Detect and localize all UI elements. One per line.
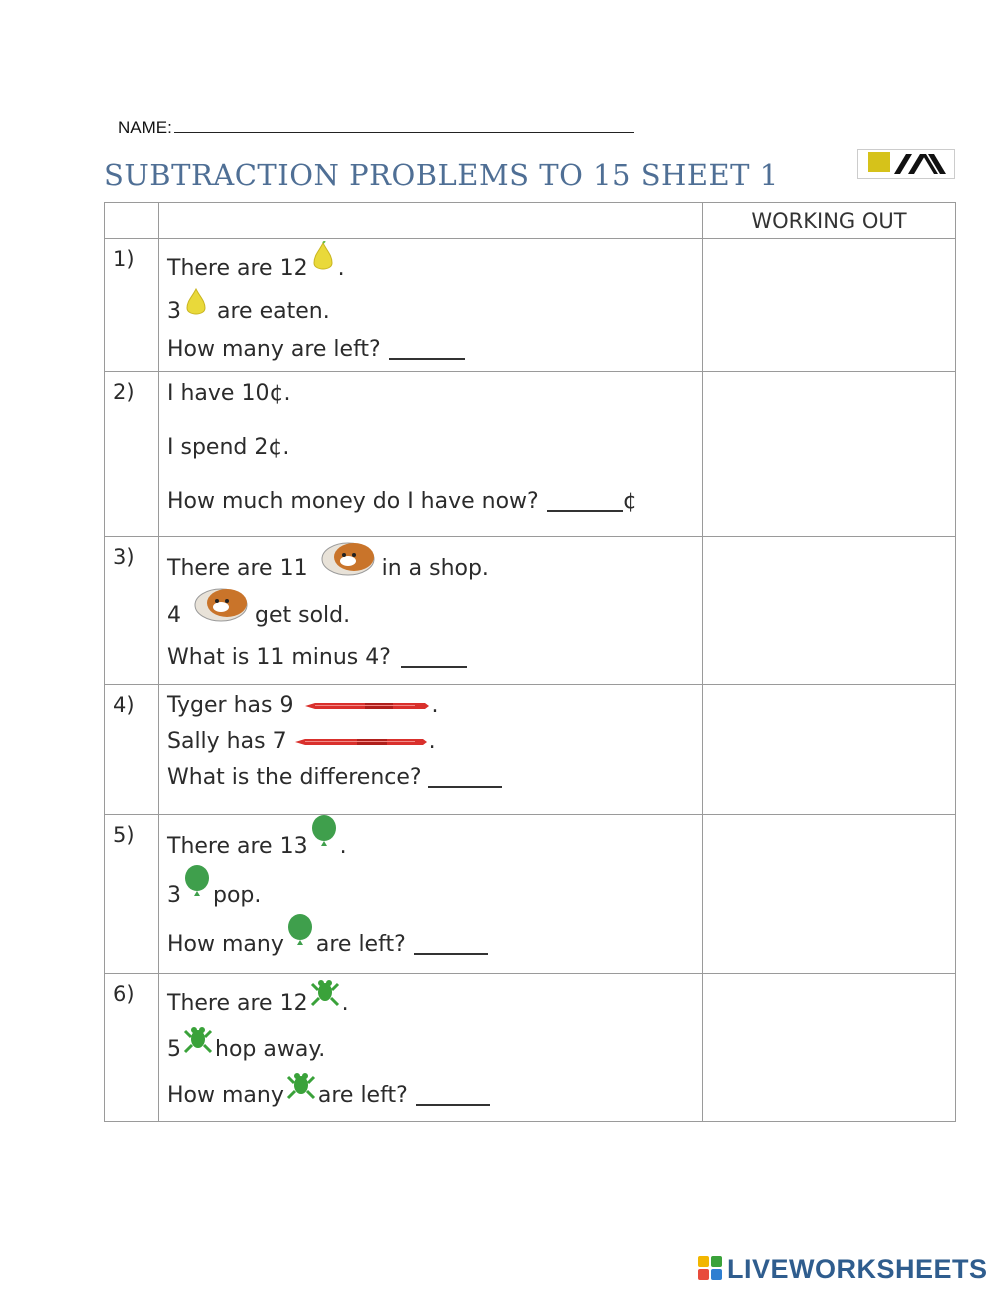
- problem-line: How many are left?: [167, 1072, 702, 1118]
- problem-line: How many are left?: [167, 919, 702, 969]
- problem-line: 3 are eaten.: [167, 291, 702, 331]
- working-out-cell[interactable]: [703, 537, 956, 685]
- name-label: NAME:: [118, 118, 172, 137]
- header-problem-cell: [159, 203, 703, 239]
- publisher-logo: [857, 149, 955, 179]
- balloon-icon: [286, 913, 314, 959]
- table-header-row: [105, 203, 956, 239]
- frog-icon: [183, 1025, 213, 1061]
- problem-line: How much money do I have now? ¢: [167, 488, 637, 514]
- problem-line: 4 get sold.: [167, 591, 702, 639]
- problem-line: How many are left?: [167, 331, 702, 367]
- frog-icon: [286, 1071, 316, 1107]
- problem-row: [105, 372, 956, 537]
- problem-line: 5 hop away.: [167, 1026, 702, 1072]
- liveworksheets-footer[interactable]: [697, 1254, 988, 1285]
- problem-line: I have 10¢.: [167, 380, 291, 406]
- problem-line: What is 11 minus 4?: [167, 639, 702, 675]
- working-out-cell[interactable]: [703, 372, 956, 537]
- pen-icon: [295, 729, 427, 754]
- working-out-cell[interactable]: [703, 685, 956, 815]
- answer-blank[interactable]: [414, 951, 488, 955]
- liveworksheets-brand: LIVEWORKSHEETS: [727, 1254, 988, 1284]
- problem-row: [105, 974, 956, 1122]
- pen-icon: [305, 693, 429, 718]
- problem-text-cell: [159, 372, 703, 537]
- problem-number: 3): [105, 537, 159, 685]
- problem-text-cell: [159, 815, 703, 974]
- problem-line: There are 12 .: [167, 980, 702, 1026]
- hamster-icon: [183, 581, 253, 629]
- frog-icon: [310, 978, 340, 1014]
- problem-line: What is the difference?: [167, 759, 702, 795]
- answer-blank[interactable]: [428, 784, 502, 788]
- answer-blank[interactable]: [416, 1102, 490, 1106]
- answer-blank[interactable]: [389, 356, 465, 360]
- header-num-cell: [105, 203, 159, 239]
- balloon-icon: [183, 864, 211, 910]
- answer-blank[interactable]: [547, 508, 623, 512]
- liveworksheets-logo-icon: [697, 1255, 723, 1285]
- problem-row: [105, 685, 956, 815]
- working-out-cell[interactable]: [703, 815, 956, 974]
- pear-icon: [183, 287, 209, 325]
- problem-row: [105, 239, 956, 372]
- problem-line: Sally has 7 .: [167, 728, 436, 754]
- problem-number: 5): [105, 815, 159, 974]
- problem-line: I spend 2¢.: [167, 434, 290, 460]
- worksheet-title: SUBTRACTION PROBLEMS TO 15 SHEET 1: [104, 158, 779, 192]
- working-out-cell[interactable]: [703, 974, 956, 1122]
- pear-icon: [310, 241, 336, 281]
- header-working-cell: WORKING OUT: [703, 203, 956, 239]
- problems-table: [104, 202, 956, 1122]
- hamster-icon: [310, 537, 380, 583]
- problem-number: 1): [105, 239, 159, 372]
- problem-line: Tyger has 9 .: [167, 692, 439, 718]
- name-field-line: [118, 118, 634, 138]
- problem-number: 4): [105, 685, 159, 815]
- problem-line: There are 12 .: [167, 245, 702, 291]
- problem-line: There are 11 in a shop.: [167, 545, 702, 591]
- problem-number: 6): [105, 974, 159, 1122]
- problem-text-cell: [159, 685, 703, 815]
- problem-line: There are 13 .: [167, 821, 702, 871]
- problem-text-cell: [159, 974, 703, 1122]
- problem-text-cell: [159, 537, 703, 685]
- problem-row: [105, 537, 956, 685]
- problem-text-cell: [159, 239, 703, 372]
- problem-line: 3 pop.: [167, 871, 702, 919]
- balloon-icon: [310, 814, 338, 860]
- answer-blank[interactable]: [401, 664, 467, 668]
- working-out-cell[interactable]: [703, 239, 956, 372]
- problem-number: 2): [105, 372, 159, 537]
- name-blank[interactable]: [174, 118, 634, 133]
- problem-row: [105, 815, 956, 974]
